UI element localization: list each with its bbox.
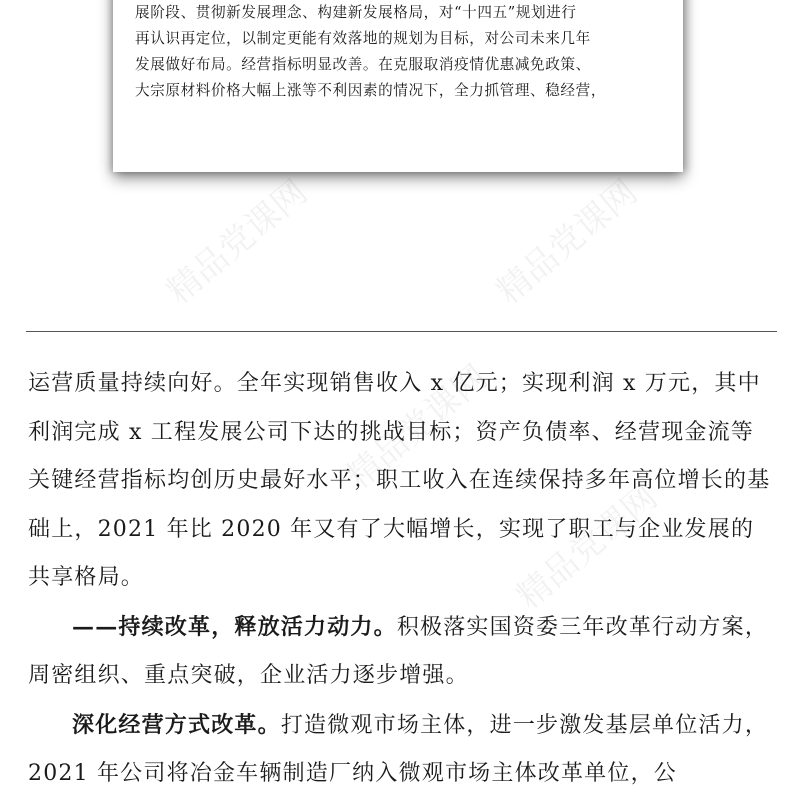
watermark: 精品党课网 <box>509 477 666 618</box>
watermark: 精品党课网 <box>339 357 496 498</box>
watermark: 精品党课网 <box>489 172 646 313</box>
document-preview-card <box>113 0 683 172</box>
section-heading: 深化经营方式改革。 <box>72 711 281 738</box>
preview-paragraph: 展阶段、贯彻新发展理念、构建新发展格局，对“十四五”规划进行 再认识再定位，以制定更能有效落地的规划为目标，对公司未来几年 发展做好布局。经营指标明显改善。在克服取消疫情优惠减免政策、 大宗原材料价格大幅上涨等不利因素的情况下，全力抓管理、稳经营， <box>135 4 607 99</box>
section-heading: ——持续改革，释放活力动力。 <box>72 613 397 640</box>
body-paragraph <box>28 701 776 799</box>
watermark: 精品党课网 <box>159 172 316 313</box>
paragraph-text: 打造微观市场主体，进一步激发基层单位活力，2021 年公司将冶金车辆制造厂纳入微观市场主体改革单位，公 <box>28 712 769 786</box>
body-paragraph: 运营质量持续向好。全年实现销售收入 x 亿元；实现利润 x 万元，其中利润完成 x 工程发展公司下达的挑战目标；资产负债率、经营现金流等关键经营指标均创历史最好水平；职工收入在连续保持多年高位增长的基础上，2021 年比 2020 年又有了大幅增长，实现了职工与企业发展的共享格局。 <box>28 371 771 590</box>
document-body <box>28 360 776 799</box>
section-divider <box>26 331 777 332</box>
paragraph-text: 积极落实国资委三年改革行动方案，周密组织、重点突破，企业活力逐步增强。 <box>28 614 769 688</box>
body-paragraph <box>28 603 776 701</box>
